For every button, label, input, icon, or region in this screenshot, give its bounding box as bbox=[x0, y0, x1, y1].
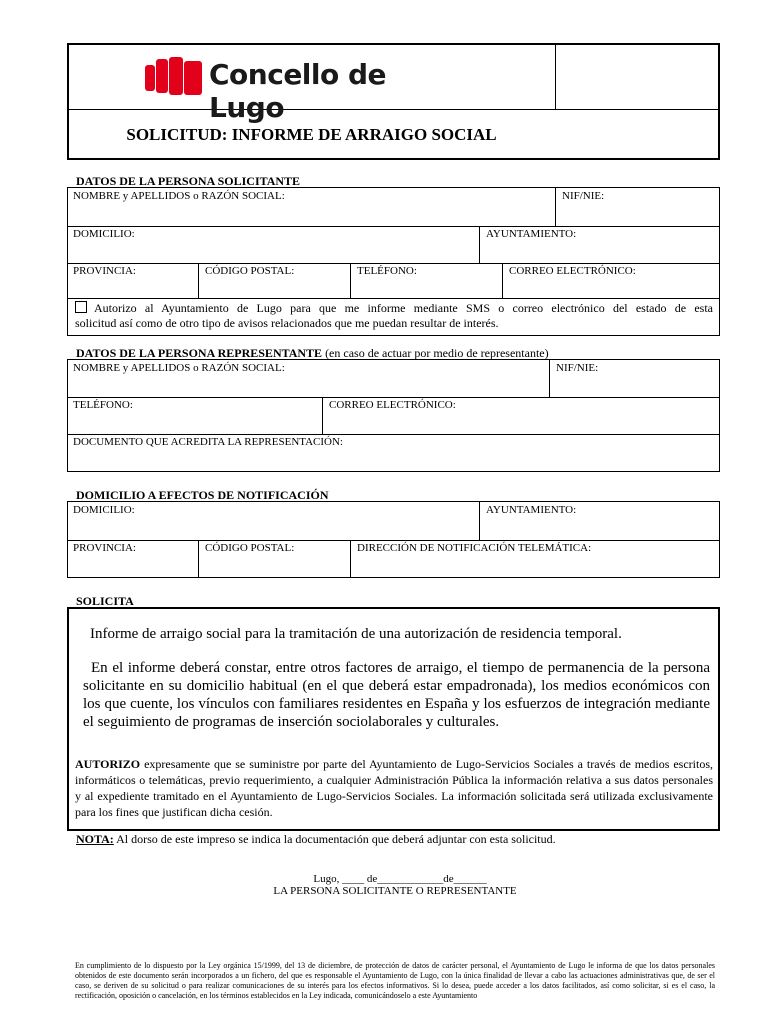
solicita-paragraph-2: En el informe deberá constar, entre otros factores de arraigo, el tiempo de permanencia de la persona solicitante en su domicilio habitual (en el que deberá estar empadronada), los medios económicos con los que cuente, los vínculos con familiares residentes en España y los esfuerzos de integración mediante el seguimiento de programas de inserción sociolaborales y culturales. bbox=[83, 660, 710, 730]
concello-logo bbox=[143, 55, 453, 124]
representante-nif-field[interactable]: NIF/NIE: bbox=[556, 362, 599, 374]
solicitante-ayuntamiento-field[interactable]: AYUNTAMIENTO: bbox=[486, 228, 577, 240]
representante-telefono-field[interactable]: TELÉFONO: bbox=[73, 399, 133, 411]
solicitante-telefono-field[interactable]: TELÉFONO: bbox=[357, 265, 417, 277]
nota-text: Al dorso de este impreso se indica la documentación que deberá adjuntar con esta solicitud. bbox=[113, 832, 556, 846]
notificacion-cp-field[interactable]: CÓDIGO POSTAL: bbox=[205, 542, 295, 554]
notificacion-telematica-field[interactable]: DIRECCIÓN DE NOTIFICACIÓN TELEMÁTICA: bbox=[357, 542, 592, 554]
firma-fecha[interactable]: Lugo, ____ de____________de______ bbox=[313, 873, 487, 885]
logo-mark-icon bbox=[143, 55, 205, 97]
representante-heading-text: DATOS DE LA PERSONA REPRESENTANTE bbox=[76, 346, 323, 360]
solicitante-domicilio-field[interactable]: DOMICILIO: bbox=[73, 228, 135, 240]
solicitante-cp-field[interactable]: CÓDIGO POSTAL: bbox=[205, 265, 295, 277]
section-solicita-heading: SOLICITA bbox=[76, 594, 134, 608]
section-solicitante-heading: DATOS DE LA PERSONA SOLICITANTE bbox=[76, 174, 301, 188]
sms-consent-text-line2: solicitud así como de otro tipo de avisos relacionados que me puedan resultar de interés. bbox=[75, 316, 499, 330]
representante-documento-field[interactable]: DOCUMENTO QUE ACREDITA LA REPRESENTACIÓN: bbox=[73, 436, 343, 448]
representante-table bbox=[67, 359, 720, 472]
form-title: SOLICITUD: INFORME DE ARRAIGO SOCIAL bbox=[126, 125, 497, 144]
sms-consent-checkbox[interactable] bbox=[75, 301, 87, 313]
solicitante-provincia-field[interactable]: PROVINCIA: bbox=[73, 265, 136, 277]
notificacion-ayuntamiento-field[interactable]: AYUNTAMIENTO: bbox=[486, 504, 577, 516]
firma-persona: LA PERSONA SOLICITANTE O REPRESENTANTE bbox=[273, 885, 517, 897]
autorizo-text: expresamente que se suministre por parte del Ayuntamiento de Lugo-Servicios Sociales a través de medios escritos, informáticos o telemáticas, previo requerimiento, a cualquier Administración Pública la información relativa a sus datos personales y al expediente tramitado en el Ayuntamiento de Lugo-Servicios Sociales. La información solicitada será utilizada exclusivamente para los fines que justifican dicha cesión. bbox=[75, 757, 713, 819]
autorizo-bold-label: AUTORIZO bbox=[75, 757, 141, 771]
solicitante-nif-field[interactable]: NIF/NIE: bbox=[562, 190, 605, 202]
nota-line bbox=[76, 832, 716, 847]
logo-text: Concello de Lugo bbox=[209, 58, 387, 124]
notificacion-domicilio-field[interactable]: DOMICILIO: bbox=[73, 504, 135, 516]
privacy-footer: En cumplimiento de lo dispuesto por la Ley orgánica 15/1999, del 13 de diciembre, de protección de datos de carácter personal, el Ayuntamiento de Lugo le informa de que los datos personales obtenidos de este documento serán incorporados a un fichero, del que es responsable el Ayuntamiento de Lugo, con la única finalidad de llevar a cabo las actuaciones administrativas que, de ser el caso, se deriven de su solicitud o para realizar comunicaciones de su interés para los efectos informativos. Si lo desea, puede acceder a los datos facilitados, así como solicitar, si es el caso, la rectificación, oposición o cancelación, en los términos establecidos en la Ley indicada, comunicándoselo a este Ayuntamiento bbox=[75, 961, 715, 1000]
solicitante-correo-field[interactable]: CORREO ELECTRÓNICO: bbox=[509, 265, 636, 277]
header-divider-vertical bbox=[555, 44, 556, 110]
representante-heading-note: (en caso de actuar por medio de representante) bbox=[325, 346, 549, 360]
nota-label: NOTA: bbox=[76, 832, 114, 846]
solicita-autorizo-paragraph bbox=[75, 756, 713, 820]
representante-nombre-field[interactable]: NOMBRE y APELLIDOS o RAZÓN SOCIAL: bbox=[73, 362, 285, 374]
solicitante-nombre-field[interactable]: NOMBRE y APELLIDOS o RAZÓN SOCIAL: bbox=[73, 190, 285, 202]
section-notificacion-heading: DOMICILIO A EFECTOS DE NOTIFICACIÓN bbox=[76, 488, 329, 502]
solicita-paragraph-1: Informe de arraigo social para la tramitación de una autorización de residencia temporal. bbox=[90, 626, 622, 642]
sms-consent-text-line1: Autorizo al Ayuntamiento de Lugo para que me informe mediante SMS o correo electrónico del estado de esta bbox=[94, 301, 713, 315]
section-representante-heading bbox=[76, 346, 549, 360]
notificacion-provincia-field[interactable]: PROVINCIA: bbox=[73, 542, 136, 554]
solicitante-autorizo-sms bbox=[75, 301, 713, 316]
representante-correo-field[interactable]: CORREO ELECTRÓNICO: bbox=[329, 399, 456, 411]
